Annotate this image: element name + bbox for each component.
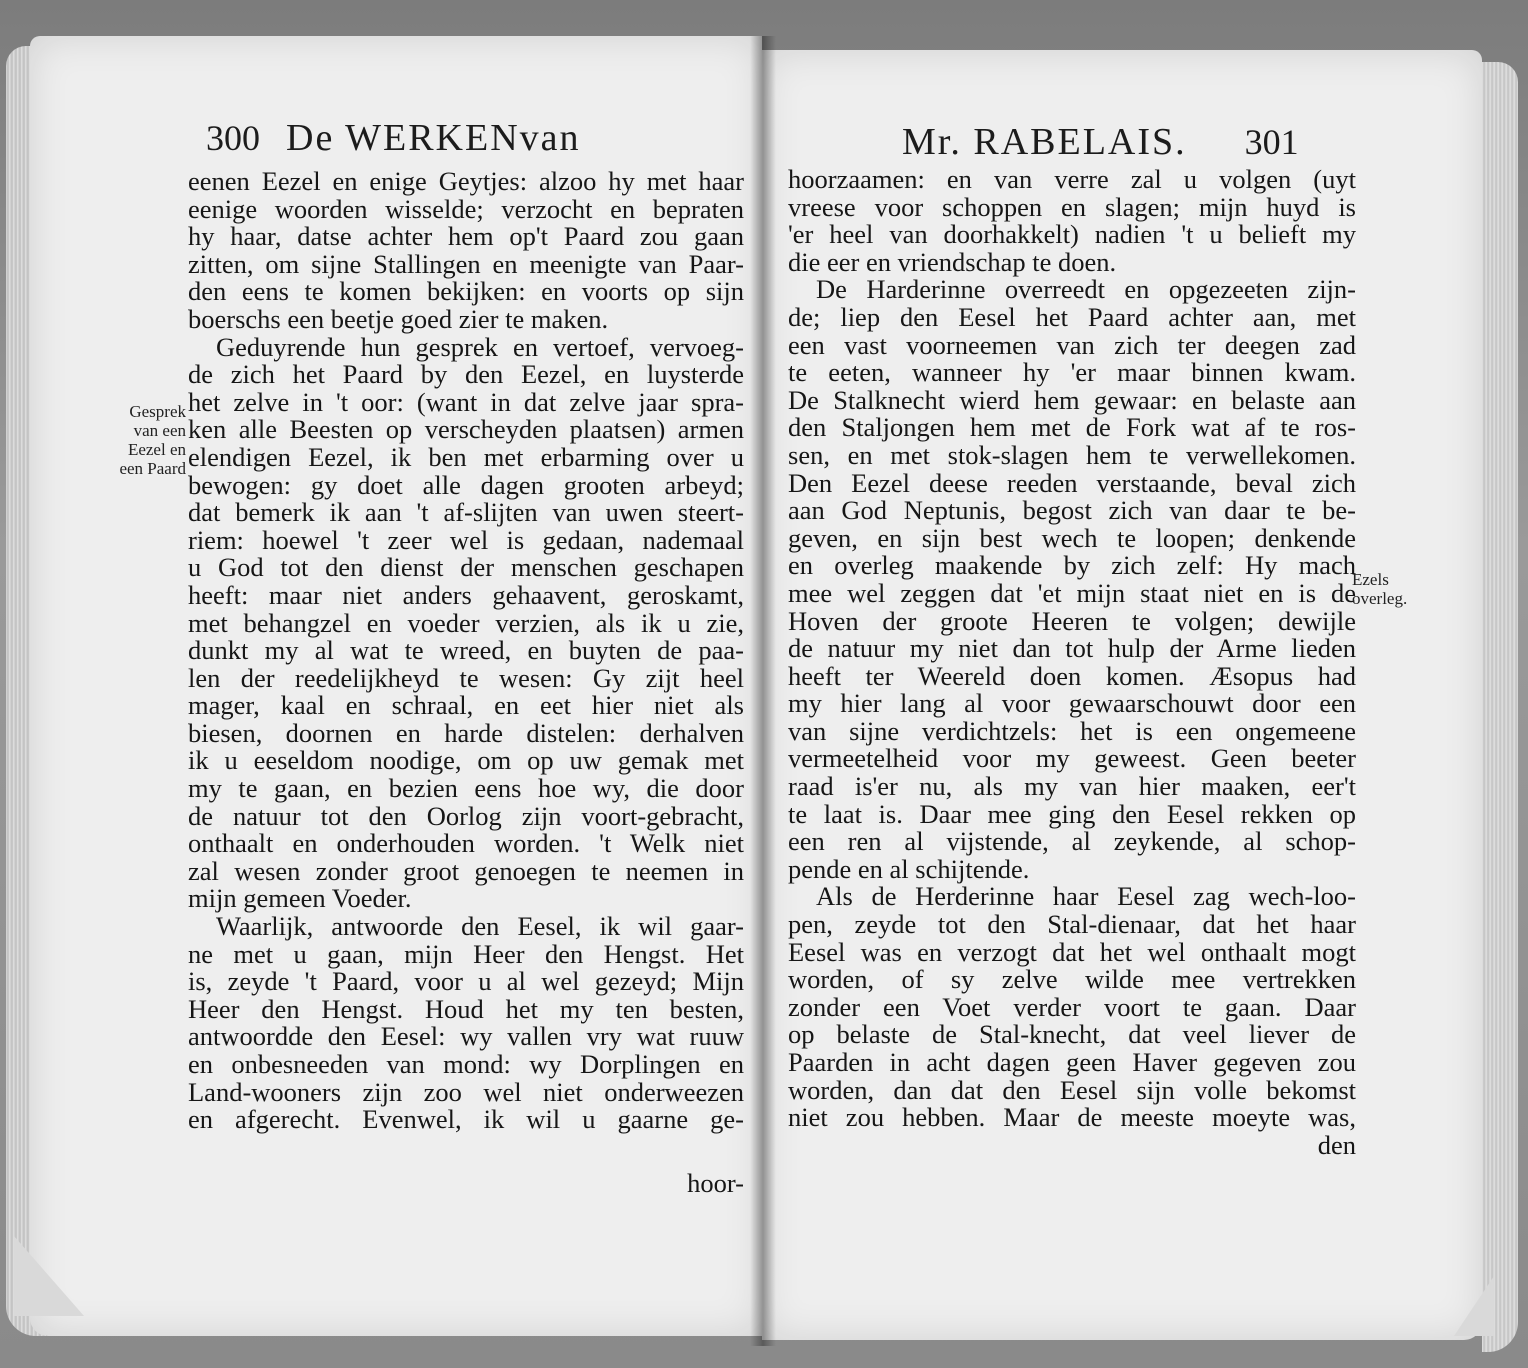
- text-line: Eesel was en verzogt dat het wel onthaalt mogt: [788, 936, 1356, 967]
- margin-note-line: overleg.: [1352, 589, 1408, 608]
- text-line: len der reedelijkheyd te wesen: Gy zijt heel: [188, 662, 744, 693]
- text-line: vreese voor schoppen en slagen; mijn huyd is: [788, 191, 1356, 222]
- text-line: mee wel zeggen dat 'et mijn staat niet en is de: [788, 577, 1356, 608]
- text-line: den Staljongen hem met de Fork wat af te ros-: [788, 412, 1356, 443]
- text-line: dat bemerk ik aan 't af-slijten van uwen steert-: [188, 497, 744, 528]
- text-line: de zich het Paard by den Eezel, en luysterde: [188, 359, 744, 390]
- text-line: pen, zeyde tot den Stal-dienaar, dat het haar: [788, 909, 1356, 940]
- text-line: Heer den Hengst. Houd het my ten besten,: [188, 993, 744, 1024]
- left-text-block: [188, 168, 744, 1134]
- text-line: riem: hoewel 't zeer wel is gedaan, nademaal: [188, 524, 744, 555]
- text-line: Land-wooners zijn zoo wel niet onderweezen: [188, 1076, 744, 1107]
- text-line: eenige woorden wisselde; verzocht en bepraten: [188, 193, 744, 224]
- text-line: eenen Eezel en enige Geytjes: alzoo hy met haar: [188, 166, 744, 196]
- text-line: van sijne verdichtzels: het is een ongemeene: [788, 715, 1356, 746]
- text-line: de natuur tot den Oorlog zijn voort-gebracht,: [188, 800, 744, 831]
- text-line: Paarden in acht dagen geen Haver gegeven zou: [788, 1047, 1356, 1077]
- text-line: dunkt my al wat te wreed, en buyten de paa-: [188, 635, 744, 666]
- text-line: worden, dan dat den Eesel sijn volle bekomst: [788, 1074, 1356, 1105]
- text-line: biesen, doornen en harde distelen: derhalven: [188, 717, 744, 748]
- text-line: te eeten, wanneer hy 'er maar binnen kwam.: [788, 357, 1356, 388]
- right-page: [762, 50, 1482, 1340]
- text-line: is, zeyde 't Paard, voor u al wel gezeyd; Mijn: [188, 966, 744, 997]
- left-catchword-block: [188, 1170, 744, 1198]
- text-line: Waarlijk, antwoorde den Eesel, ik wil gaar-: [216, 911, 744, 942]
- text-line: 'er heel van doorhakkelt) nadien 't u belieft my: [788, 219, 1356, 250]
- text-line: bewogen: gy doet alle dagen grooten arbeyd;: [188, 469, 744, 500]
- right-text-block: [788, 166, 1356, 1132]
- left-page-number: 300: [206, 118, 260, 158]
- book-gutter: [750, 36, 776, 1346]
- text-line: aan God Neptunis, begost zich van daar te be-: [788, 495, 1356, 526]
- text-line: mager, kaal en schraal, en eet hier niet als: [188, 690, 744, 721]
- text-line: mijn gemeen Voeder.: [188, 883, 412, 914]
- right-running-head: [902, 120, 1299, 164]
- text-line: de; liep den Eesel het Paard achter aan, met: [788, 301, 1356, 332]
- text-line: zitten, om sijne Stallingen en meenigte van Paar-: [188, 248, 744, 279]
- left-corner-fold: [14, 1236, 84, 1316]
- text-line: sen, en met stok-slagen hem te verwellekomen.: [788, 439, 1356, 470]
- open-book: [6, 36, 1518, 1352]
- text-line: Als de Herderinne haar Eesel zag wech-loo-: [816, 881, 1356, 912]
- right-margin-note: [1352, 570, 1428, 608]
- left-running-title-tail: van: [519, 117, 581, 159]
- margin-note-line: van een: [133, 421, 186, 440]
- right-page-number: 301: [1244, 122, 1299, 162]
- text-line: ne met u gaan, mijn Heer den Hengst. Het: [188, 938, 744, 969]
- left-running-title: De WERKEN: [286, 117, 520, 159]
- margin-note-line: Eezel en: [127, 440, 186, 459]
- left-page: [30, 36, 762, 1336]
- text-line: zal wesen zonder groot genoegen te neemen in: [188, 855, 744, 886]
- text-line: een ren al vijstende, al zeykende, al schop-: [788, 826, 1356, 857]
- text-line: heeft: maar niet anders gehaavent, geroskamt,: [188, 579, 744, 610]
- text-line: worden, of sy zelve wilde mee vertrekken: [788, 964, 1356, 995]
- text-line: De Harderinne overreedt en opgezeeten zijn-: [816, 274, 1356, 305]
- text-line: het zelve in 't oor: (want in dat zelve jaar spra-: [188, 386, 744, 417]
- text-line: raad is'er nu, als my van hier maaken, eer't: [788, 771, 1356, 802]
- text-line: Hoven der groote Heeren te volgen; dewijle: [788, 605, 1356, 636]
- text-line: ken alle Beesten op verscheyden plaatsen) armen: [188, 414, 744, 445]
- page-edges-right: [1482, 62, 1518, 1352]
- text-line: pende en al schijtende.: [788, 853, 1030, 884]
- text-line: Den Eezel deese reeden verstaande, beval zich: [788, 467, 1356, 498]
- text-line: my hier lang al voor gewaarschouwt door een: [788, 688, 1356, 719]
- text-line: op belaste de Stal-knecht, dat veel liever de: [788, 1019, 1356, 1050]
- text-line: en afgerecht. Evenwel, ik wil u gaarne ge-: [188, 1104, 744, 1135]
- text-line: De Stalknecht wierd hem gewaar: en belaste aan: [788, 384, 1356, 415]
- text-line: onthaalt en onderhouden worden. 't Welk niet: [188, 828, 744, 859]
- text-line: met behangzel en voeder verzien, als ik u zie,: [188, 607, 744, 638]
- left-catchword: hoor-: [687, 1168, 744, 1198]
- text-line: Geduyrende hun gesprek en vertoef, vervoeg-: [216, 331, 744, 362]
- margin-note-line: Ezels: [1352, 570, 1389, 589]
- text-line: en overleg maakende by zich zelf: Hy mach: [788, 550, 1356, 581]
- text-line: hy haar, datse achter hem op't Paard zou gaan: [188, 221, 744, 252]
- text-line: niet zou hebben. Maar de meeste moeyte was,: [788, 1102, 1356, 1133]
- text-line: heeft ter Weereld doen komen. Æsopus had: [788, 660, 1356, 691]
- text-line: boerschs een beetje goed zier te maken.: [188, 303, 609, 334]
- text-line: my te gaan, en bezien eens hoe wy, die door: [188, 773, 744, 804]
- text-line: den eens te komen bekijken: en voorts op sijn: [188, 276, 744, 307]
- text-line: een vast voorneemen van zich ter deegen zad: [788, 329, 1356, 360]
- text-line: te laat is. Daar mee ging den Eesel rekken op: [788, 798, 1356, 829]
- margin-note-line: Gesprek: [129, 402, 186, 421]
- text-line: antwoordde den Eesel: wy vallen vry wat ruuw: [188, 1021, 744, 1052]
- text-line: hoorzaamen: en van verre zal u volgen (uyt: [788, 164, 1356, 194]
- text-line: zonder een Voet verder voort te gaan. Daar: [788, 991, 1356, 1022]
- text-line: elendigen Eezel, ik ben met erbarming over u: [188, 441, 744, 472]
- text-line: vermeetelheid voor my geweest. Geen beeter: [788, 743, 1356, 774]
- text-line: u God tot den dienst der menschen geschapen: [188, 552, 744, 583]
- left-running-head: [206, 116, 581, 160]
- right-catchword-block: [788, 1132, 1356, 1160]
- text-line: geven, en sijn best wech te loopen; denkende: [788, 522, 1356, 553]
- text-line: ik u eeseldom noodige, om op uw gemak met: [188, 745, 744, 776]
- text-line: de natuur my niet dan tot hulp der Arme lieden: [788, 633, 1356, 664]
- text-line: en onbesneeden van mond: wy Dorplingen en: [188, 1049, 744, 1079]
- left-margin-note: [92, 402, 186, 478]
- right-catchword: den: [1317, 1130, 1356, 1160]
- text-line: die eer en vriendschap te doen.: [788, 246, 1117, 277]
- margin-note-line: een Paard: [119, 459, 186, 478]
- right-corner-fold: [1454, 1276, 1494, 1336]
- right-running-title: Mr. RABELAIS.: [902, 121, 1187, 163]
